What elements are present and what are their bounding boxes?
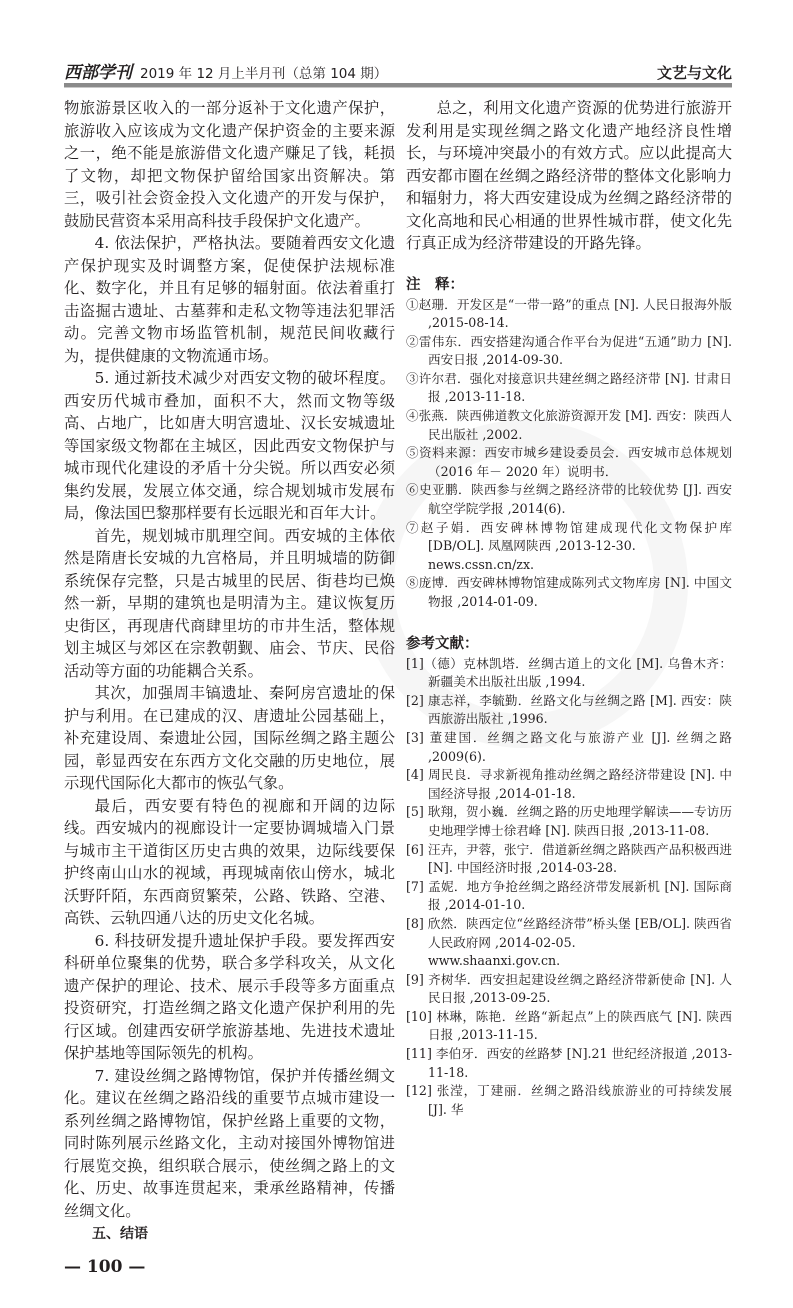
body-paragraph: 其次，加强周丰镐遗址、秦阿房宫遗址的保护与利用。在已建成的汉、唐遗址公园基础上，补充建设周、秦遗址公园，国际丝绸之路主题公园，彰显西安在东西方文化交融的历史地位，展示现代国际化大都市的恢弘气象。	[64, 684, 395, 792]
page-number: — 100 —	[64, 1257, 146, 1277]
note-item: ⑥史亚鹏．陕西参与丝绸之路经济带的比较优势 [J]. 西安航空学院学报 ,2014(6).	[406, 482, 732, 517]
right-column	[406, 97, 732, 1119]
references-list	[406, 655, 732, 1120]
reference-item: [2] 康志祥，李毓勤．丝路文化与丝绸之路 [M]. 西安：陕西旅游出版社 ,1996.	[406, 692, 732, 727]
reference-item: [7] 孟妮．地方争抢丝绸之路经济带发展新机 [N]. 国际商报 ,2014-01-10.	[406, 878, 732, 913]
header-rule	[64, 83, 732, 88]
note-item: ⑤资料来源：西安市城乡建设委员会．西安城市总体规划（2016 年－ 2020 年）说明书．	[406, 445, 732, 479]
note-item: ⑦赵子娟．西安碑林博物馆建成现代化文物保护库 [DB/OL]. 凤凰网陕西 ,2013-12-30.	[406, 519, 732, 554]
note-item: ③许尔君．强化对接意识共建丝绸之路经济带 [N]. 甘肃日报 ,2013-11-18.	[406, 370, 732, 405]
body-paragraph: 5. 通过新技术减少对西安文物的破坏程度。西安历代城市叠加，面积不大，然而文物等级高、占地广，比如唐大明宫遗址、汉长安城遗址等国家级文物都在主城区，因此西安文物保护与城市现代化建设的矛盾十分尖锐。所以西安必须集约发展，发展立体交通，综合规划城市发展布局，像法国巴黎那样要有长远眼光和百年大计。	[64, 369, 395, 522]
body-paragraph: 最后，西安要有特色的视廊和开阔的边际线。西安城内的视廊设计一定要协调城墙入门景与城市主干道街区历史古典的效果，边际线要保护终南山山水的视域，再现城南依山傍水，城北沃野阡陌，东西商贸繁荣，公路、铁路、空港、高铁、云轨四通八达的历史文化名城。	[64, 796, 395, 927]
reference-item: [10] 林琳，陈艳．丝路“新起点”上的陕西底气 [N]. 陕西日报 ,2013-11-15.	[406, 1008, 732, 1043]
reference-item-url[interactable]: www.shaanxi.gov.cn.	[428, 953, 561, 969]
page-header	[64, 58, 732, 82]
reference-item: [12] 张滢，丁建丽．丝绸之路沿线旅游业的可持续发展 [J]. 华	[406, 1083, 732, 1117]
reference-item: [3] 董建国．丝绸之路文化与旅游产业 [J]. 丝绸之路 ,2009(6).	[406, 729, 732, 764]
conclusion-paragraph: 总之，利用文化遗产资源的优势进行旅游开发利用是实现丝绸之路文化遗产地经济良性增长，与环境冲突最小的有效方式。应以此提高大西安都市圈在丝绸之路经济带的整体文化影响力和辐射力，将大西安建设成为丝绸之路经济带的文化高地和民心相通的世界性城市群，使文化先行真正成为经济带建设的开路先锋。	[406, 99, 732, 252]
reference-item: [9] 齐树华．西安担起建设丝绸之路经济带新使命 [N]. 人民日报 ,2013-09-25.	[406, 971, 732, 1006]
journal-logo: 西部学刊	[64, 63, 132, 83]
body-paragraph: 物旅游景区收入的一部分返补于文化遗产保护，旅游收入应该成为文化遗产保护资金的主要来源之一，绝不能是旅游借文化遗产赚足了钱，耗损了文物，却把文物保护留给国家出资解决。第三，吸引社会资金投入文化遗产的开发与保护，鼓励民营资本采用高科技手段保护文化遗产。	[64, 99, 395, 230]
notes-list	[406, 296, 732, 612]
section-title: 文艺与文化	[656, 64, 732, 82]
reference-item: [11] 李伯牙．西安的丝路梦 [N].21 世纪经济报道 ,2013-11-18.	[406, 1046, 732, 1080]
note-item: ⑧庞博．西安碑林博物馆建成陈列式文物库房 [N]. 中国文物报 ,2014-01-09.	[406, 575, 732, 609]
reference-item: [1]（德）克林凯塔．丝绸古道上的文化 [M]. 乌鲁木齐：新疆美术出版社出版 ,1994.	[406, 655, 732, 690]
notes-heading: 注 释：	[406, 276, 464, 293]
references-heading: 参考文献：	[406, 635, 479, 652]
note-item: ④张燕．陕西佛道教文化旅游资源开发 [M]. 西安：陕西人民出版社 ,2002.	[406, 408, 732, 442]
left-column	[64, 97, 395, 1298]
issue-info: 2019 年 12 月上半月刊（总第 104 期）	[140, 66, 388, 82]
body-paragraph: 4. 依法保护，严格执法。要随着西安文化遗产保护现实及时调整方案，促使保护法规标准化、数字化，并且有足够的辐射面。依法着重打击盗掘古遗址、古墓葬和走私文物等违法犯罪活动。完善文物市场监管机制，规范民间收藏行为，提供健康的文物流通市场。	[64, 234, 395, 365]
note-item: ②雷伟东．西安搭建沟通合作平台为促进“五通”助力 [N]. 西安日报 ,2014-09-30.	[406, 333, 732, 368]
note-item: ①赵珊．开发区是“一带一路”的重点 [N]. 人民日报海外版 ,2015-08-14.	[406, 296, 732, 331]
subheading-conclusion: 五、结语	[92, 1226, 148, 1242]
note-item-url[interactable]: news.cssn.cn/zx.	[428, 556, 535, 572]
reference-item: [6] 汪卉，尹蓉，张宁．借道新丝绸之路陕西产品积极西进 [N]. 中国经济时报 ,2014-03-28.	[406, 841, 732, 876]
reference-item: [8] 欣然．陕西定位“丝路经济带”桥头堡 [EB/OL]. 陕西省人民政府网 ,2014-02-05.	[406, 915, 732, 950]
body-paragraph: 6. 科技研发提升遗址保护手段。要发挥西安科研单位聚集的优势，联合多学科攻关，从文化遗产保护的理论、技术、展示手段等多方面重点投资研究，打造丝绸之路文化遗产保护利用的先行区域。创建西安研学旅游基地、先进技术遗址保护基地等国际领先的机构。	[64, 931, 395, 1062]
reference-item: [4] 周民良．寻求新视角推动丝绸之路经济带建设 [N]. 中国经济导报 ,2014-01-18.	[406, 767, 732, 801]
reference-item: [5] 耿翔，贺小巍．丝绸之路的历史地理学解读——专访历史地理学博士徐君峰 [N]. 陕西日报 ,2013-11-08.	[406, 804, 732, 838]
body-paragraph: 首先，规划城市肌理空间。西安城的主体依然是隋唐长安城的九宫格局，并且明城墙的防御系统保存完整，只是古城里的民居、街巷均已焕然一新，早期的建筑也是明清为主。建议恢复历史街区，再现唐代商肆里坊的市井生活，整体规划主城区与郊区在宗教朝觐、庙会、节庆、民俗活动等方面的功能耦合关系。	[64, 526, 395, 680]
body-paragraph: 7. 建设丝绸之路博物馆，保护并传播丝绸文化。建议在丝绸之路沿线的重要节点城市建设一系列丝绸之路博物馆，保护丝路上重要的文物，同时陈列展示丝路文化，主动对接国外博物馆进行展览交换，组织联合展示，使丝绸之路上的文化、历史、故事连贯起来，秉承丝路精神，传播丝绸文化。	[64, 1066, 395, 1220]
